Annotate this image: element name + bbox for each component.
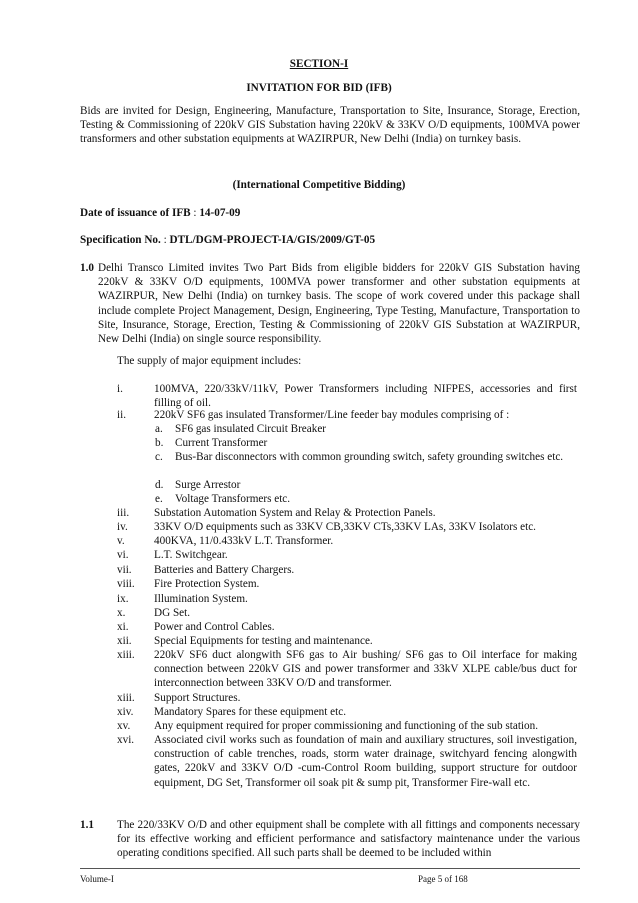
footer-page-number: Page 5 of 168 — [418, 874, 468, 884]
clause-1-1-number: 1.1 — [80, 819, 94, 831]
clause-1-0-number: 1.0 — [80, 262, 94, 274]
intro-paragraph: Bids are invited for Design, Engineering, Manufacture, Transportation to Site, Insurance, Storage, Erection, Testing & Commissioning of 220kV GIS Substation having 220kV & 33KV O/D equipments, 100MVA power transformers and other substation equipments at WAZIRPUR, New Delhi (India) on turnkey basis. — [80, 105, 580, 146]
issuance-value: 14-07-09 — [199, 207, 241, 219]
spec-label: Specification No. — [80, 234, 161, 246]
issuance-line — [80, 206, 240, 220]
issuance-sep: : — [193, 207, 197, 219]
spec-line — [80, 233, 375, 247]
footer-rule — [80, 868, 580, 869]
clause-1-0-text: Delhi Transco Limited invites Two Part Bids from eligible bidders for 220kV GIS Substation having 220kV & 33KV O/D equipments, 100MVA power transformer and other substation equipments at WAZIRPUR, New Delhi (India) on turnkey basis. The scope of work covered under this package shall include complete Project Management, Design, Engineering, Type Testing, Manufacture, Transportation to Site, Insurance, Storage, Erection, Testing & Commissioning of 220kV GIS Substation at WAZIRPUR, New Delhi (India) on single source responsibility. — [98, 262, 580, 346]
spec-value: DTL/DGM-PROJECT-IA/GIS/2009/GT-05 — [169, 234, 376, 246]
bidding-type: (International Competitive Bidding) — [232, 179, 406, 191]
spec-sep: : — [163, 234, 167, 246]
footer-volume: Volume-I — [80, 874, 114, 884]
subtitle: INVITATION FOR BID (IFB) — [246, 82, 392, 94]
document-page: SECTION-I INVITATION FOR BID (IFB) Bids are invited for Design, Engineering, Manufacture, Transportation to Site, Insurance, Storage, Erection, Testing & Commissioning of 220kV GIS Substation having 220kV & 33KV O/D equipments, 100MVA power transformers and other substation equipments at WAZIRPUR, New Delhi (India) on turnkey basis. (International Competitive Bidding) Date of issuance of IFB : 14-07-09 Specification No. : DTL/DGM-PROJECT-IA/GIS/2009/GT-05 1.0 Delhi Transco Limited invites Two Part Bids from eligible bidders for 220kV GIS Substation having 220kV & 33KV O/D equipments, 100MVA power transformer and other substation equipments at WAZIRPUR, New Delhi (India) on turnkey basis. The scope of work covered under this package shall include complete Project Management, Design, Engineering, Type Testing, Manufacture, Transportation to Site, Insurance, Storage, Erection, Testing & Commissioning of 220kV GIS Substation at WAZIRPUR, New Delhi (India) on single source responsibility. The supply of major equipment includes: i. 100MVA, 220/33kV/11kV, Power Transformers including NIFPES, accessories and first filling of oil. ii. 220kV SF6 gas insulated Transformer/Line feeder bay modules comprising of : a. SF6 gas insulated Circuit Breaker b. Current Transformer c. Bus-Bar disconnectors with common grounding switch, safety grounding switches etc. d. Surge Arrestor e. Voltage Transformers etc. iii. Substation Automation System and Relay & Protection Panels. iv. 33KV O/D equipments such as 33KV CB,33KV CTs,33KV LAs, 33KV Isolators etc. v. 400KVA, 11/0.433kV L.T. Transformer. vi. L.T. Switchgear. vii. Batteries and Battery Chargers. viii. Fire Protection System. ix. Illumination System. x. DG Set. xi. Power and Control Cables. xii. Special Equipments for testing and maintenance. xiii. 220kV SF6 duct alongwith SF6 gas to Air bushing/ SF6 gas to Oil interface for making connection between 220kV GIS and power transformer and 33kV XLPE cable/bus duct for interconnection between 33KV O/D and transformer. xiii. Support Structures. xiv. Mandatory Spares for these equipment etc. xv. Any equipment required for proper commissioning and functioning of the sub station. xvi. Associated civil works such as foundation of main and auxiliary structures, soil investigation, construction of cable trenches, roads, storm water drainage, switchyard fencing alongwith gates, 220kV and 33KV O/D -cum-Control Room building, support structure for outdoor equipment, DG Set, Transformer oil soak pit & sump pit, Transformer Fire-wall etc. 1.1 The 220/33KV O/D and other equipment shall be complete with all fittings and components necessary for its effective working and efficient performance and satisfactory maintenance under the various operating conditions specified. All such parts shall be deemed to be included within Volume-I Page 5 of 168 — [0, 0, 638, 903]
clause-1-1-text: The 220/33KV O/D and other equipment shall be complete with all fittings and components necessary for its effective working and efficient performance and satisfactory maintenance under the various operating conditions specified. All such parts shall be deemed to be included within — [117, 819, 580, 860]
section-title: SECTION-I — [289, 58, 349, 70]
issuance-label: Date of issuance of IFB — [80, 207, 191, 219]
supply-intro: The supply of major equipment includes: — [117, 355, 302, 367]
